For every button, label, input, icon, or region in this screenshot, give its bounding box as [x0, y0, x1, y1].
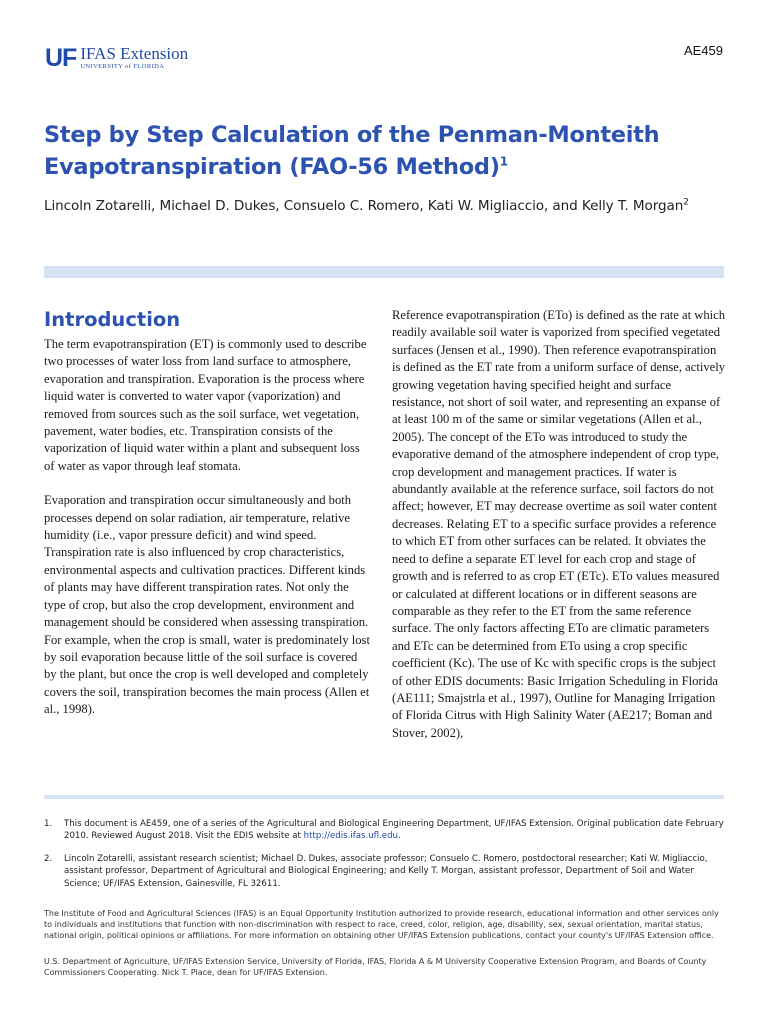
page-title [44, 119, 724, 183]
footnote-item [44, 853, 724, 890]
ifas-extension-logo[interactable] [45, 45, 188, 71]
title-footnote-mark[interactable]: 1 [499, 154, 508, 169]
authors-text: Lincoln Zotarelli, Michael D. Dukes, Consuelo C. Romero, Kati W. Migliaccio, and Kelly T. Morgan [44, 198, 684, 214]
document-id: AE459 [683, 43, 723, 58]
footnote-text: Lincoln Zotarelli, assistant research scientist; Michael D. Dukes, associate professor; Consuelo C. Romero, postdoctoral researcher; Kati W. Migliaccio, assistant professor, Department of Agricultural and Biological Engineering; and Kelly T. Morgan, assistant professor, Department of Soil and Water Science; UF/IFAS Extension, Gainesville, FL 32611. [64, 853, 708, 889]
footnote-number: 2. [44, 853, 53, 864]
logo-wordmark [80, 45, 188, 71]
usda-statement: U.S. Department of Agriculture, UF/IFAS Extension Service, University of Florida, IFAS, Florida A & M University Cooperative Extension Program, and Boards of County Commissioners Cooperating. Nick T. Place, dean for UF/IFAS Extension. [44, 957, 707, 978]
title-text: Step by Step Calculation of the Penman-Monteith Evapotranspiration (FAO-56 Method) [44, 122, 660, 180]
footnote-body: This document is AE459, one of a series of the Agricultural and Biological Engineering Department, UF/IFAS Extension. Original publication date February 2010. Reviewed August 2018. Visit the EDIS website at [64, 819, 724, 842]
footnote-text [64, 818, 724, 843]
body-column-left [44, 336, 370, 736]
header-divider-band [44, 266, 724, 278]
section-heading-introduction: Introduction [44, 308, 181, 331]
footnotes [44, 818, 724, 900]
logo-university-text: UNIVERSITY of FLORIDA [80, 63, 165, 70]
equal-opportunity-statement: The Institute of Food and Agricultural Sciences (IFAS) is an Equal Opportunity Institution authorized to provide research, educational information and other services only to individuals and institutions that function with non-discrimination with respect to race, creed, color, religion, age, disability, sex, sexual orientation, marital status, national origin, political opinions or affiliations. For more information on obtaining other UF/IFAS Extension publications, contact your county's UF/IFAS Extension office. [44, 909, 719, 941]
body-paragraph: Evaporation and transpiration occur simultaneously and both processes depend on solar radiation, air temperature, relative humidity (i.e., vapor pressure deficit) and wind speed. Transpiration rate is also influenced by crop characteristics, environmental aspects and cultivation practices. Different kinds of plants may have different transpiration rates. Not only the type of crop, but also the crop development, environment and management should be considered when assessing transpiration. For example, when the crop is small, water is predominately lost by soil evaporation because little of the soil surface is covered by the plant, but once the crop is well developed and completely covers the soil, transpiration becomes the main process (Allen et al., 1998). [44, 493, 370, 717]
footnote-divider-band [44, 795, 724, 799]
authors-footnote-mark[interactable]: 2 [683, 197, 689, 208]
uf-logo-mark: UF [45, 44, 77, 72]
logo-ifas-text: IFAS Extension [80, 44, 189, 63]
edis-website-link[interactable]: http://edis.ifas.ufl.edu [303, 831, 398, 842]
author-list [44, 195, 724, 217]
footnote-number: 1. [44, 819, 53, 829]
footnote-item [44, 818, 724, 843]
footnote-end: . [398, 831, 401, 842]
body-paragraph: Reference evapotranspiration (ETo) is defined as the rate at which readily available soil water is vaporized from specified vegetated surfaces (Jensen et al., 1990). Then reference evapotranspiration is defined as the ET rate from a uniform surface of dense, actively growing vegetation having specified height and surface resistance, not short of soil water, and representing an expanse of at least 100 m of the same or similar vegetations (Allen et al., 2005). The concept of the ETo was introduced to study the evaporative demand of the atmosphere independent of crop type, crop development and management practices. If water is abundantly available at the reference surface, soil factors do not affect; however, ET may decrease overtime as soil water content decreases. Relating ET to a specific surface provides a reference to which ET from other surfaces can be related. It obviates the need to define a separate ET level for each crop and stage of growth and is referred to as crop ET (ETc). ETo values measured or calculated at different locations or in different seasons are comparable as they refer to the ET from the same reference surface. The only factors affecting ETo are climatic parameters and ETc can be determined from ETo using a crop specific coefficient (Kc). The use of Kc with specific crops is the subject of other EDIS documents: Basic Irrigation Scheduling in Florida (AE111; Smajstrla et al., 1997), Outline for Managing Irrigation of Florida Citrus with High Salinity Water (AE217; Boman and Stover, 2002), [392, 308, 726, 740]
body-paragraph: The term evapotranspiration (ET) is commonly used to describe two processes of water loss from land surface to atmosphere, evaporation and transpiration. Evaporation is the process where liquid water is converted to water vapor (vaporization) and removed from sources such as the soil surface, wet vegetation, pavement, water bodies, etc. Transpiration consists of the vaporization of liquid water within a plant and subsequent loss of water as vapor through leaf stomata. [44, 337, 367, 473]
body-column-right [392, 307, 726, 759]
